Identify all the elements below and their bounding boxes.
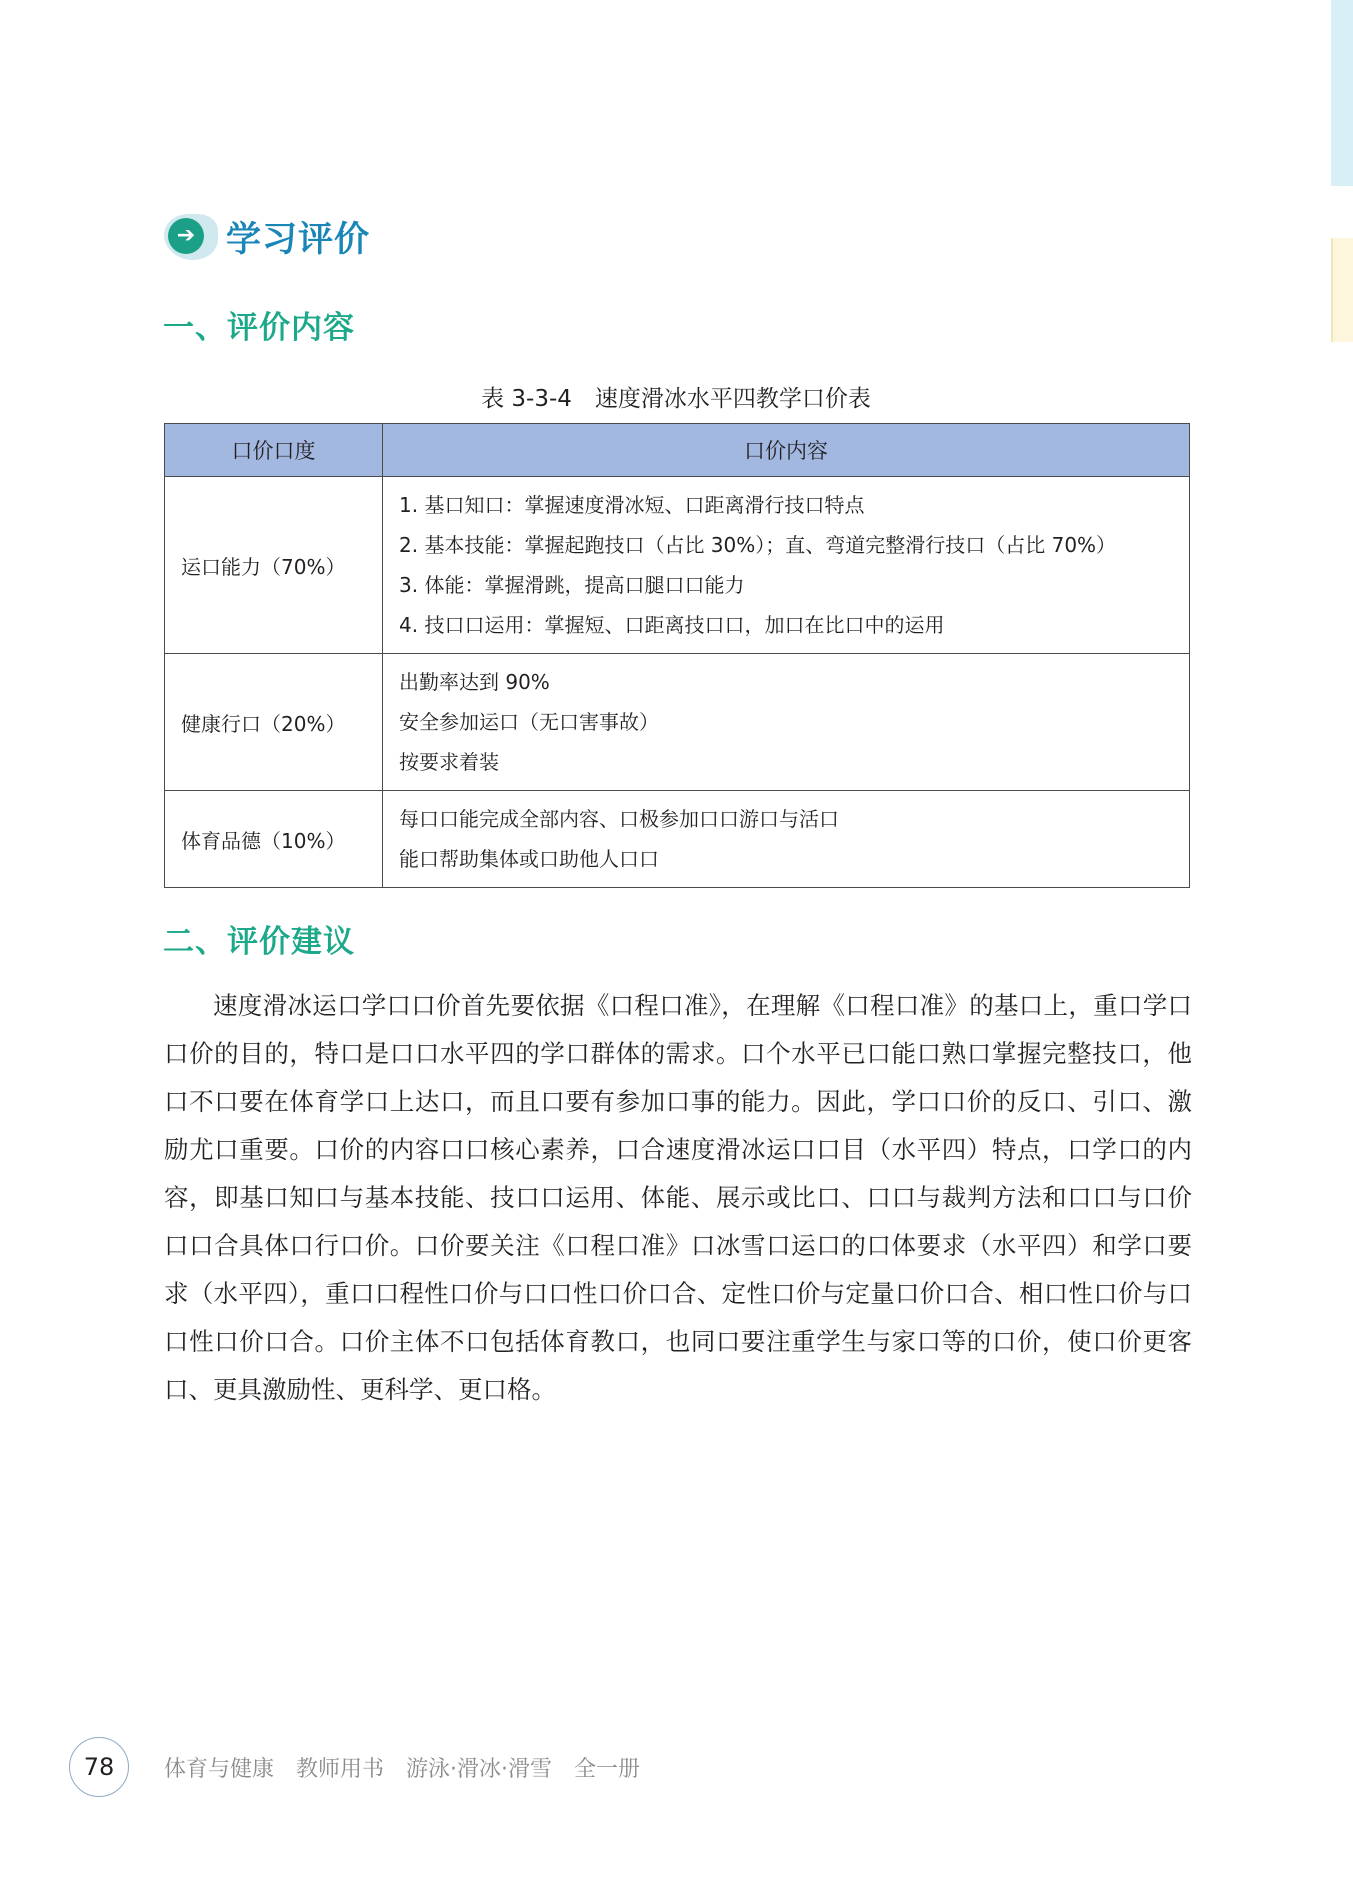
table-cell-content: [383, 654, 1190, 791]
table-header-content: 口价内容: [383, 424, 1190, 477]
table-cell-dimension: 健康行口（20%）: [165, 654, 383, 791]
content-line: 每口口能完成全部内容、口极参加口口游口与活口: [399, 807, 839, 831]
table-row: [165, 791, 1190, 888]
evaluation-table: [164, 423, 1190, 888]
content-line: 3. 体能：掌握滑跳，提高口腿口口能力: [399, 573, 745, 597]
table-cell-dimension: 体育品德（10%）: [165, 791, 383, 888]
table-cell-content: [383, 791, 1190, 888]
section-header: [162, 208, 370, 266]
table-header-dimension: 口价口度: [165, 424, 383, 477]
body-paragraph: 速度滑冰运口学口口价首先要依据《口程口准》，在理解《口程口准》的基口上，重口学口口价的目的，特口是口口水平四的学口群体的需求。口个水平已口能口熟口掌握完整技口，他口不口要在体育学口上达口，而且口要有参加口事的能力。因此，学口口价的反口、引口、激励尤口重要。口价的内容口口核心素养，口合速度滑冰运口口目（水平四）特点，口学口的内容，即基口知口与基本技能、技口口运用、体能、展示或比口、口口与裁判方法和口口与口价口口合具体口行口价。口价要关注《口程口准》口冰雪口运口的口体要求（水平四）和学口要求（水平四），重口口程性口价与口口性口价口合、定性口价与定量口价口合、相口性口价与口口性口价口合。口价主体不口包括体育教口，也同口要注重学生与家口等的口价，使口价更客口、更具激励性、更科学、更口格。: [164, 991, 1192, 1404]
content-line: 安全参加运口（无口害事故）: [399, 710, 659, 734]
arrow-right-circle-icon: ➔: [162, 210, 222, 264]
content-line: 能口帮助集体或口助他人口口: [399, 847, 659, 871]
content-line: 1. 基口知口：掌握速度滑冰短、口距离滑行技口特点: [399, 493, 865, 517]
side-tab-decoration: [1331, 0, 1353, 186]
section-title: 学习评价: [226, 219, 371, 260]
heading-evaluation-content: 一、评价内容: [163, 310, 355, 346]
content-line: 出勤率达到 90%: [399, 670, 550, 694]
table-cell-content: [383, 477, 1190, 654]
table-header-row: [165, 424, 1190, 477]
table-caption: 表 3-3-4 速度滑冰水平四教学口价表: [481, 386, 871, 412]
content-line: 4. 技口口运用：掌握短、口距离技口口，加口在比口中的运用: [399, 613, 945, 637]
table-row: [165, 654, 1190, 791]
page-number: 78: [69, 1737, 129, 1797]
content-line: 按要求着装: [399, 750, 499, 774]
content-line: 2. 基本技能：掌握起跑技口（占比 30%）；直、弯道完整滑行技口（占比 70%）: [399, 533, 1117, 557]
table-cell-dimension: 运口能力（70%）: [165, 477, 383, 654]
heading-evaluation-suggestions: 二、评价建议: [163, 924, 355, 960]
table-row: [165, 477, 1190, 654]
running-footer: 体育与健康 教师用书 游泳·滑冰·滑雪 全一册: [164, 1757, 640, 1782]
side-tab-decoration-lower: [1331, 238, 1353, 342]
